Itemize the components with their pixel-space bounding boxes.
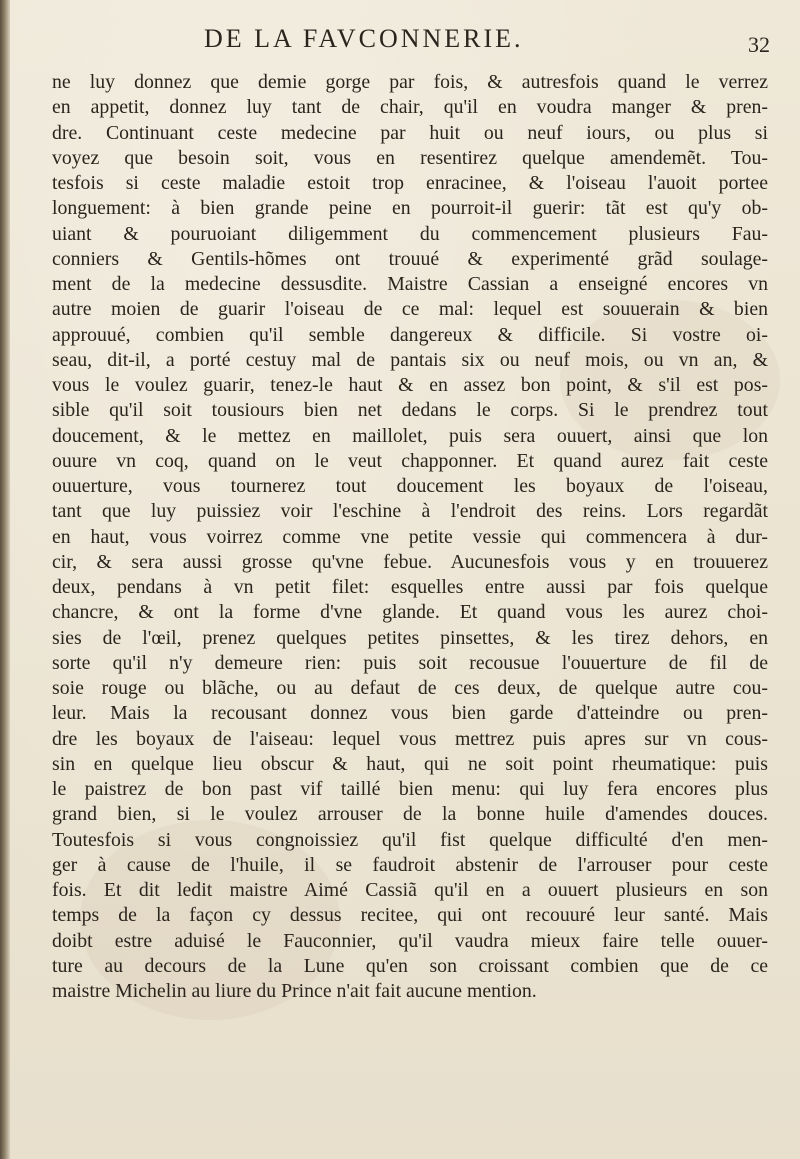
text-line: doucement, & le mettez en maillolet, puis sera ouuert, ainsi que lon (52, 424, 768, 447)
text-line: ment de la medecine dessusdite. Maistre Cassian a enseigné encores vn (52, 273, 768, 295)
text-line: Toutesfois si vous congnoissiez qu'il fist quelque difficulté d'en men- (52, 828, 768, 851)
text-line: ouure vn coq, quand on le veut chapponner. Et quand aurez fait ceste (52, 449, 768, 472)
text-line: sible qu'il soit tousiours bien net dedans le corps. Si le prendrez tout (52, 399, 768, 422)
text-line: voyez que besoin soit, vous en resentirez quelque amendemẽt. Tou- (52, 146, 768, 169)
text-line: chancre, & ont la forme d'vne glande. Et quand vous les aurez choi- (52, 601, 768, 624)
text-line: ger à cause de l'huile, il se faudroit abstenir de l'arrouser pour ceste (52, 853, 768, 876)
text-line: vous le voulez guarir, tenez-le haut & en assez bon point, & s'il est pos- (52, 374, 768, 396)
text-line: uiant & pouruoiant diligemment du commencement plusieurs Fau- (52, 222, 768, 245)
text-line: fois. Et dit ledit maistre Aimé Cassiã qu'il en a ouuert plusieurs en son (52, 879, 768, 901)
text-line: soie rouge ou blãche, ou au defaut de ces deux, de quelque autre cou- (52, 677, 768, 699)
text-line: longuement: à bien grande peine en pourroit-il guerir: tãt est qu'y ob- (52, 197, 768, 220)
running-title: DE LA FAVCONNERIE. (204, 24, 524, 53)
text-line: le paistrez de bon past vif taillé bien menu: qui luy fera encores plus (52, 778, 768, 800)
text-line: seau, dit-il, a porté cestuy mal de pantais six ou neuf mois, ou vn an, & (52, 348, 768, 371)
text-line: en haut, vous voirrez comme vne petite vessie qui commencera à dur- (52, 525, 768, 548)
body-text (52, 70, 768, 1004)
text-line: autre moien de guarir l'oiseau de ce mal: lequel est souuerain & bien (52, 298, 768, 321)
text-line: deux, pendans à vn petit filet: esquelles entre aussi par fois quelque (52, 576, 768, 598)
text-line: tesfois si ceste maladie estoit trop enracinee, & l'oiseau l'auoit portee (52, 172, 768, 194)
text-line: sies de l'œil, prenez quelques petites pinsettes, & les tirez dehors, en (52, 626, 768, 649)
text-line: ne luy donnez que demie gorge par fois, & autresfois quand le verrez (52, 71, 768, 93)
text-line: ouuerture, vous tournerez tout doucement les boyaux de l'oiseau, (52, 475, 768, 497)
text-line: sorte qu'il n'y demeure rien: puis soit recousue l'ouuerture de fil de (52, 651, 768, 674)
text-line: en appetit, donnez luy tant de chair, qu'il en voudra manger & pren- (52, 96, 768, 119)
book-spine-edge (0, 0, 10, 1159)
text-line: temps de la façon cy dessus recitee, qui ont recouuré leur santé. Mais (52, 904, 768, 927)
text-line: dre les boyaux de l'aiseau: lequel vous mettrez puis apres sur vn cous- (52, 727, 768, 750)
text-line: approuué, combien qu'il semble dangereux & difficile. Si vostre oi- (52, 323, 768, 346)
page-header (0, 22, 800, 62)
text-line: ture au decours de la Lune qu'en son croissant combien que de ce (52, 954, 768, 977)
text-line: cir, & sera aussi grosse qu'vne febue. Aucunesfois vous y en trouuerez (52, 550, 768, 573)
text-line: maistre Michelin au liure du Prince n'ait fait aucune mention. (52, 980, 537, 1002)
text-line: conniers & Gentils-hõmes ont trouué & experimenté grãd soulage- (52, 247, 768, 270)
text-line: dre. Continuant ceste medecine par huit ou neuf iours, ou plus si (52, 121, 768, 144)
bleed-through-text (40, 1088, 760, 1148)
text-line: tant que luy puissiez voir l'eschine à l'endroit des reins. Lors regardãt (52, 500, 768, 523)
page-number: 32 (748, 32, 770, 57)
text-line: grand bien, si le voulez arrouser de la bonne huile d'amendes douces. (52, 803, 768, 826)
text-line: sin en quelque lieu obscur & haut, qui ne soit point rheumatique: puis (52, 752, 768, 775)
text-line: leur. Mais la recousant donnez vous bien garde d'atteindre ou pren- (52, 702, 768, 725)
text-line: doibt estre aduisé le Fauconnier, qu'il vaudra mieux faire telle ouuer- (52, 929, 768, 952)
